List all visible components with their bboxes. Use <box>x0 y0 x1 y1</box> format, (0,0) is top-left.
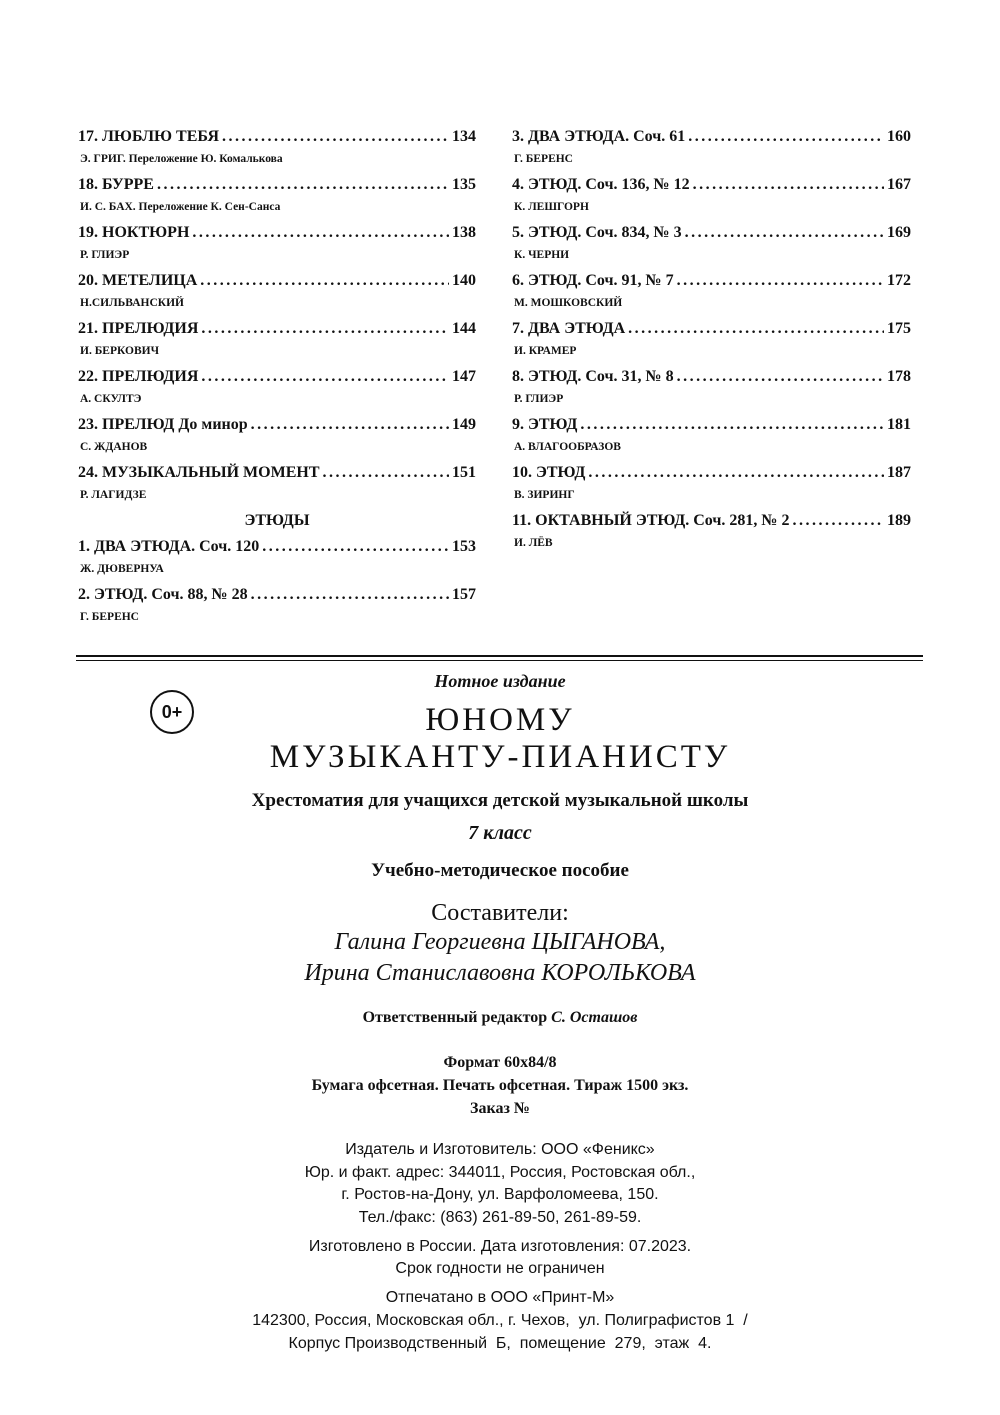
toc-entry-line <box>78 534 476 560</box>
toc-page-number: 181 <box>887 416 911 433</box>
toc-entry <box>78 364 476 412</box>
toc-page-number: 144 <box>452 320 476 337</box>
toc-entry-title: 7. ДВА ЭТЮДА <box>512 320 626 337</box>
publisher-phone-line: Тел./факс: (863) 261-89-50, 261-89-59. <box>358 1209 642 1226</box>
toc-entry-line <box>512 412 911 438</box>
toc-entry-line <box>512 460 911 486</box>
toc-page-number: 187 <box>887 464 911 481</box>
toc-entry <box>512 172 911 220</box>
toc-entry <box>78 582 476 630</box>
toc-entry-author: С. ЖДАНОВ <box>80 441 148 453</box>
toc-section-heading: ЭТЮДЫ <box>244 512 310 529</box>
toc-leader-dots <box>693 172 884 198</box>
toc-right-column <box>512 124 911 556</box>
toc-entry-title: 22. ПРЕЛЮДИЯ <box>78 368 199 385</box>
toc-page-number: 175 <box>887 320 911 337</box>
toc-leader-dots <box>685 220 884 246</box>
toc-entry-line <box>512 124 911 150</box>
toc-entry-line <box>78 412 476 438</box>
editor-label: Ответственный редактор <box>362 1009 548 1026</box>
toc-entry-author: А. СКУЛТЭ <box>80 393 142 405</box>
toc-page-number: 189 <box>887 512 911 529</box>
toc-entry-line <box>512 268 911 294</box>
toc-leader-dots <box>192 220 449 246</box>
toc-entry-line <box>78 172 476 198</box>
toc-leader-dots <box>628 316 884 342</box>
toc-page-number: 160 <box>887 128 911 145</box>
publisher-address-line-1: Юр. и факт. адрес: 344011, Россия, Ростовская обл., <box>304 1164 696 1181</box>
toc-leader-dots <box>251 582 449 608</box>
toc-entry-author: А. ВЛАГООБРАЗОВ <box>514 441 621 453</box>
editor-name: С. Осташов <box>551 1009 638 1026</box>
toc-entry-line <box>512 508 911 534</box>
order-number-line: Заказ № <box>470 1100 530 1117</box>
book-title-line1: ЮНОМУ <box>425 702 575 738</box>
toc-leader-dots <box>157 172 449 198</box>
toc-entry-author: Г. БЕРЕНС <box>514 153 573 165</box>
divider-rule-thin <box>76 660 923 661</box>
toc-entry-author: И. КРАМЕР <box>514 345 577 357</box>
toc-page-number: 157 <box>452 586 476 603</box>
toc-entry <box>512 220 911 268</box>
toc-leader-dots <box>200 268 449 294</box>
toc-entry-line <box>78 316 476 342</box>
manual-type: Учебно-методическое пособие <box>371 860 629 881</box>
toc-page-number: 153 <box>452 538 476 555</box>
shelf-life-line: Срок годности не ограничен <box>395 1260 605 1277</box>
toc-entry-title: 17. ЛЮБЛЮ ТЕБЯ <box>78 128 219 145</box>
toc-entry-author: Р. ГЛИЭР <box>514 393 564 405</box>
grade-label: 7 класс <box>468 822 532 844</box>
toc-entry-line <box>512 172 911 198</box>
publisher-address-line-2: г. Ростов-на-Дону, ул. Варфоломеева, 150. <box>341 1186 659 1203</box>
toc-entry <box>78 534 476 582</box>
toc-page-number: 169 <box>887 224 911 241</box>
compilers-label: Составители: <box>431 900 569 926</box>
toc-entry <box>512 412 911 460</box>
toc-leader-dots <box>580 412 884 438</box>
age-rating-badge: 0+ <box>150 690 194 734</box>
toc-entry-author: Р. ЛАГИДЗЕ <box>80 489 147 501</box>
printer-address-line-2: Корпус Производственный Б, помещение 279, этаж 4. <box>288 1335 712 1352</box>
toc-leader-dots <box>688 124 884 150</box>
toc-leader-dots <box>677 364 884 390</box>
toc-page-number: 172 <box>887 272 911 289</box>
toc-entry-line <box>512 220 911 246</box>
toc-leader-dots <box>792 508 884 534</box>
book-subtitle: Хрестоматия для учащихся детской музыкальной школы <box>251 790 749 811</box>
toc-page-number: 151 <box>452 464 476 481</box>
book-title-line2: МУЗЫКАНТУ-ПИАНИСТУ <box>269 739 731 775</box>
toc-entry <box>78 460 476 508</box>
toc-left-column <box>78 124 476 630</box>
toc-entry-author: Р. ГЛИЭР <box>80 249 130 261</box>
manufacture-date-line: Изготовлено в России. Дата изготовления: 07.2023. <box>308 1238 692 1255</box>
toc-entry <box>512 508 911 556</box>
divider-rule-thick <box>76 655 923 657</box>
toc-entry-title: 20. МЕТЕЛИЦА <box>78 272 198 289</box>
toc-entry-line <box>512 364 911 390</box>
toc-entry <box>512 460 911 508</box>
toc-entry-title: 3. ДВА ЭТЮДА. Соч. 61 <box>512 128 686 145</box>
toc-entry <box>512 268 911 316</box>
toc-leader-dots <box>222 124 449 150</box>
toc-entry-author: Э. ГРИГ. Переложение Ю. Комалькова <box>80 153 283 165</box>
toc-entry-line <box>78 460 476 486</box>
toc-entry-line <box>78 124 476 150</box>
responsible-editor <box>0 1009 1000 1027</box>
toc-entry-author: И. С. БАХ. Переложение К. Сен-Санса <box>80 201 281 213</box>
toc-entry-title: 10. ЭТЮД <box>512 464 586 481</box>
toc-entry-author: И. БЕРКОВИЧ <box>80 345 160 357</box>
toc-entry <box>512 316 911 364</box>
toc-entry-line <box>512 316 911 342</box>
toc-page-number: 138 <box>452 224 476 241</box>
toc-page-number: 140 <box>452 272 476 289</box>
toc-entry-title: 23. ПРЕЛЮД До минор <box>78 416 248 433</box>
toc-entry-line <box>78 364 476 390</box>
toc-entry-author: К. ЛЕШГОРН <box>514 201 589 213</box>
toc-entry-title: 8. ЭТЮД. Соч. 31, № 8 <box>512 368 674 385</box>
toc-entry-author: Н.СИЛЬВАНСКИЙ <box>80 297 184 309</box>
toc-page-number: 134 <box>452 128 476 145</box>
toc-entry-title: 19. НОКТЮРН <box>78 224 190 241</box>
toc-entry-author: К. ЧЕРНИ <box>514 249 570 261</box>
toc-entry-title: 6. ЭТЮД. Соч. 91, № 7 <box>512 272 674 289</box>
paper-print-run-line: Бумага офсетная. Печать офсетная. Тираж 1500 экз. <box>311 1077 689 1094</box>
toc-entry-title: 21. ПРЕЛЮДИЯ <box>78 320 199 337</box>
toc-entry <box>78 124 476 172</box>
toc-page-number: 147 <box>452 368 476 385</box>
toc-entry-author: Г. БЕРЕНС <box>80 611 139 623</box>
toc-leader-dots <box>262 534 449 560</box>
toc-entry <box>78 268 476 316</box>
toc-page-number: 149 <box>452 416 476 433</box>
toc-entry <box>512 124 911 172</box>
toc-entry <box>78 220 476 268</box>
toc-page-number: 178 <box>887 368 911 385</box>
edition-type: Нотное издание <box>434 671 566 691</box>
toc-entry-title: 4. ЭТЮД. Соч. 136, № 12 <box>512 176 690 193</box>
compiler-name-1: Галина Георгиевна ЦЫГАНОВА, <box>334 929 666 955</box>
toc-entry-author: М. МОШКОВСКИЙ <box>514 297 623 309</box>
toc-leader-dots <box>201 364 449 390</box>
toc-page-number: 167 <box>887 176 911 193</box>
toc-entry <box>78 172 476 220</box>
toc-entry-title: 5. ЭТЮД. Соч. 834, № 3 <box>512 224 682 241</box>
toc-entry-author: И. ЛЁВ <box>514 537 553 549</box>
toc-leader-dots <box>322 460 449 486</box>
compiler-name-2: Ирина Станиславовна КОРОЛЬКОВА <box>304 960 696 986</box>
toc-entry-line <box>78 582 476 608</box>
publisher-line-1: Издатель и Изготовитель: ООО «Феникс» <box>345 1141 655 1158</box>
toc-entry-line <box>78 220 476 246</box>
printer-address-line-1: 142300, Россия, Московская обл., г. Чехов, ул. Полиграфистов 1 / <box>252 1312 748 1329</box>
toc-entry-title: 9. ЭТЮД <box>512 416 578 433</box>
toc-entry-author: Ж. ДЮВЕРНУА <box>80 563 164 575</box>
printer-line-1: Отпечатано в ООО «Принт-М» <box>385 1289 615 1306</box>
toc-entry-title: 24. МУЗЫКАЛЬНЫЙ МОМЕНТ <box>78 464 320 481</box>
toc-entry-title: 18. БУРРЕ <box>78 176 154 193</box>
format-line: Формат 60x84/8 <box>443 1054 557 1071</box>
toc-entry-line <box>78 268 476 294</box>
toc-leader-dots <box>677 268 884 294</box>
toc-leader-dots <box>588 460 884 486</box>
toc-entry-title: 2. ЭТЮД. Соч. 88, № 28 <box>78 586 248 603</box>
toc-entry-title: 11. ОКТАВНЫЙ ЭТЮД. Соч. 281, № 2 <box>512 512 790 529</box>
toc-entry-title: 1. ДВА ЭТЮДА. Соч. 120 <box>78 538 260 555</box>
toc-entry <box>512 364 911 412</box>
toc-page-number: 135 <box>452 176 476 193</box>
toc-entry-author: В. ЗИРИНГ <box>514 489 575 501</box>
toc-leader-dots <box>251 412 449 438</box>
toc-entry <box>78 316 476 364</box>
toc-entry <box>78 412 476 460</box>
toc-leader-dots <box>201 316 449 342</box>
